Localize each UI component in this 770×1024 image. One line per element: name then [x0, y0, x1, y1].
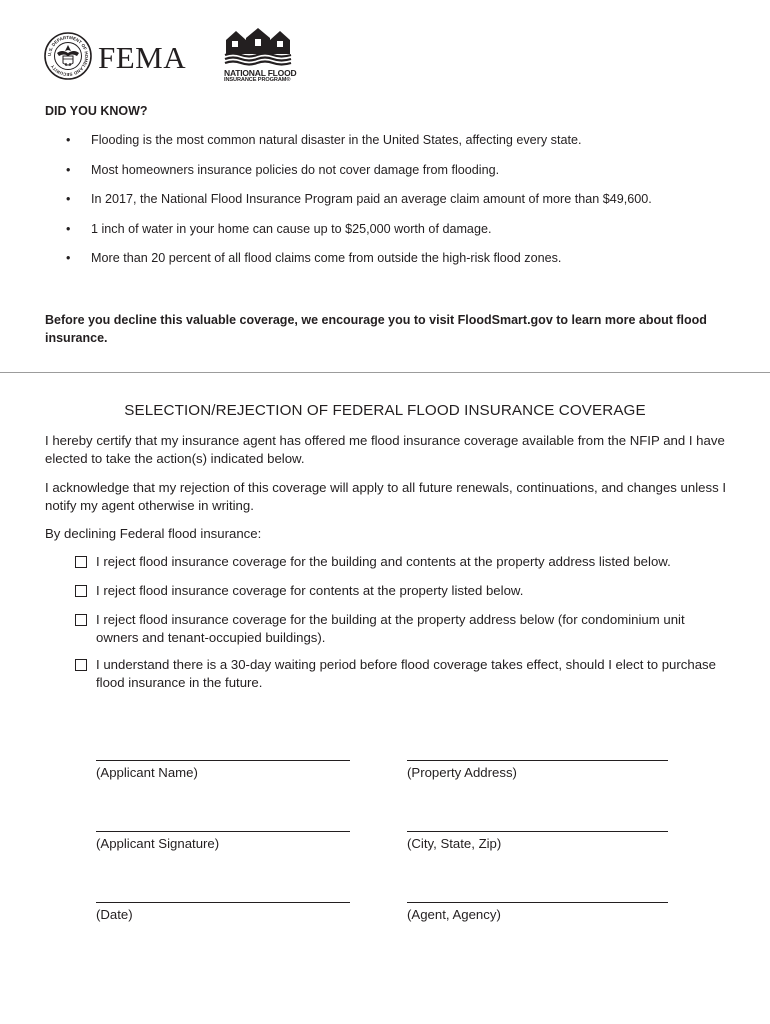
city-state-zip-line[interactable] — [407, 831, 668, 832]
reject-building-checkbox[interactable] — [75, 614, 87, 626]
waiting-period-option[interactable] — [75, 656, 725, 692]
reject-contents-option[interactable] — [75, 582, 725, 600]
bullet-icon: • — [66, 162, 71, 177]
did-you-know-heading: DID YOU KNOW? — [45, 104, 148, 118]
reject-building-option[interactable] — [75, 611, 725, 647]
fact-item: • In 2017, the National Flood Insurance Program paid an average claim amount of more than $49,600. — [66, 192, 652, 206]
bullet-icon: • — [66, 251, 71, 265]
declining-intro: By declining Federal flood insurance: — [45, 526, 262, 541]
waiting-period-checkbox[interactable] — [75, 659, 87, 671]
form-title: SELECTION/REJECTION OF FEDERAL FLOOD INSURANCE COVERAGE — [124, 402, 646, 419]
floodsmart-encouragement: Before you decline this valuable coverage, we encourage you to visit FloodSmart.gov to learn more about flood insurance. — [45, 313, 707, 345]
applicant-name-line[interactable] — [96, 760, 350, 761]
nfip-name-line1: NATIONAL FLOOD — [224, 68, 297, 78]
nfip-name-line2: INSURANCE PROGRAM® — [224, 77, 291, 83]
fact-item: • Flooding is the most common natural disaster in the United States, affecting every state. — [66, 133, 582, 147]
city-state-zip-label: (City, State, Zip) — [407, 836, 502, 851]
reject-building-contents-checkbox[interactable] — [75, 556, 87, 568]
reject-building-contents-option[interactable] — [75, 553, 725, 571]
certification-paragraph: I hereby certify that my insurance agent has offered me flood insurance coverage available from the NFIP and I have elected to take the action(s) indicated below. — [45, 433, 725, 466]
fact-item: • Most homeowners insurance policies do not cover damage from flooding. — [66, 162, 500, 177]
fact-item: • 1 inch of water in your home can cause up to $25,000 worth of damage. — [66, 221, 492, 236]
applicant-signature-label: (Applicant Signature) — [96, 836, 220, 851]
bullet-icon: • — [66, 221, 71, 236]
date-label: (Date) — [96, 907, 133, 922]
fema-wordmark: FEMA — [98, 40, 187, 75]
dhs-seal-logo — [44, 32, 92, 80]
option-label: I reject flood insurance coverage for the building at the property address below (for condominium unit owners and tenant-occupied buildings). — [96, 612, 685, 645]
option-label: I understand there is a 30-day waiting period before flood coverage takes effect, should I elect to purchase flood insurance in the future. — [96, 657, 716, 690]
reject-contents-checkbox[interactable] — [75, 585, 87, 597]
fact-item: • More than 20 percent of all flood claims come from outside the high-risk flood zones. — [66, 251, 562, 265]
agent-agency-label: (Agent, Agency) — [407, 907, 501, 922]
applicant-signature-line[interactable] — [96, 831, 350, 832]
section-divider — [0, 372, 770, 373]
bullet-icon: • — [66, 133, 71, 147]
svg-text:U.S. DEPARTMENT OF HOMELAND SE: U.S. DEPARTMENT OF HOMELAND SECURITY — [46, 34, 90, 78]
acknowledgement-paragraph: I acknowledge that my rejection of this coverage will apply to all future renewals, continuations, and changes unless I notify my agent otherwise in writing. — [45, 480, 727, 513]
option-label: I reject flood insurance coverage for the building and contents at the property address listed below. — [96, 554, 671, 569]
applicant-name-label: (Applicant Name) — [96, 765, 198, 780]
date-line[interactable] — [96, 902, 350, 903]
bullet-icon: • — [66, 192, 71, 206]
agent-agency-line[interactable] — [407, 902, 668, 903]
property-address-label: (Property Address) — [407, 765, 517, 780]
option-label: I reject flood insurance coverage for contents at the property listed below. — [96, 583, 524, 598]
property-address-line[interactable] — [407, 760, 668, 761]
facts-list — [66, 133, 652, 281]
